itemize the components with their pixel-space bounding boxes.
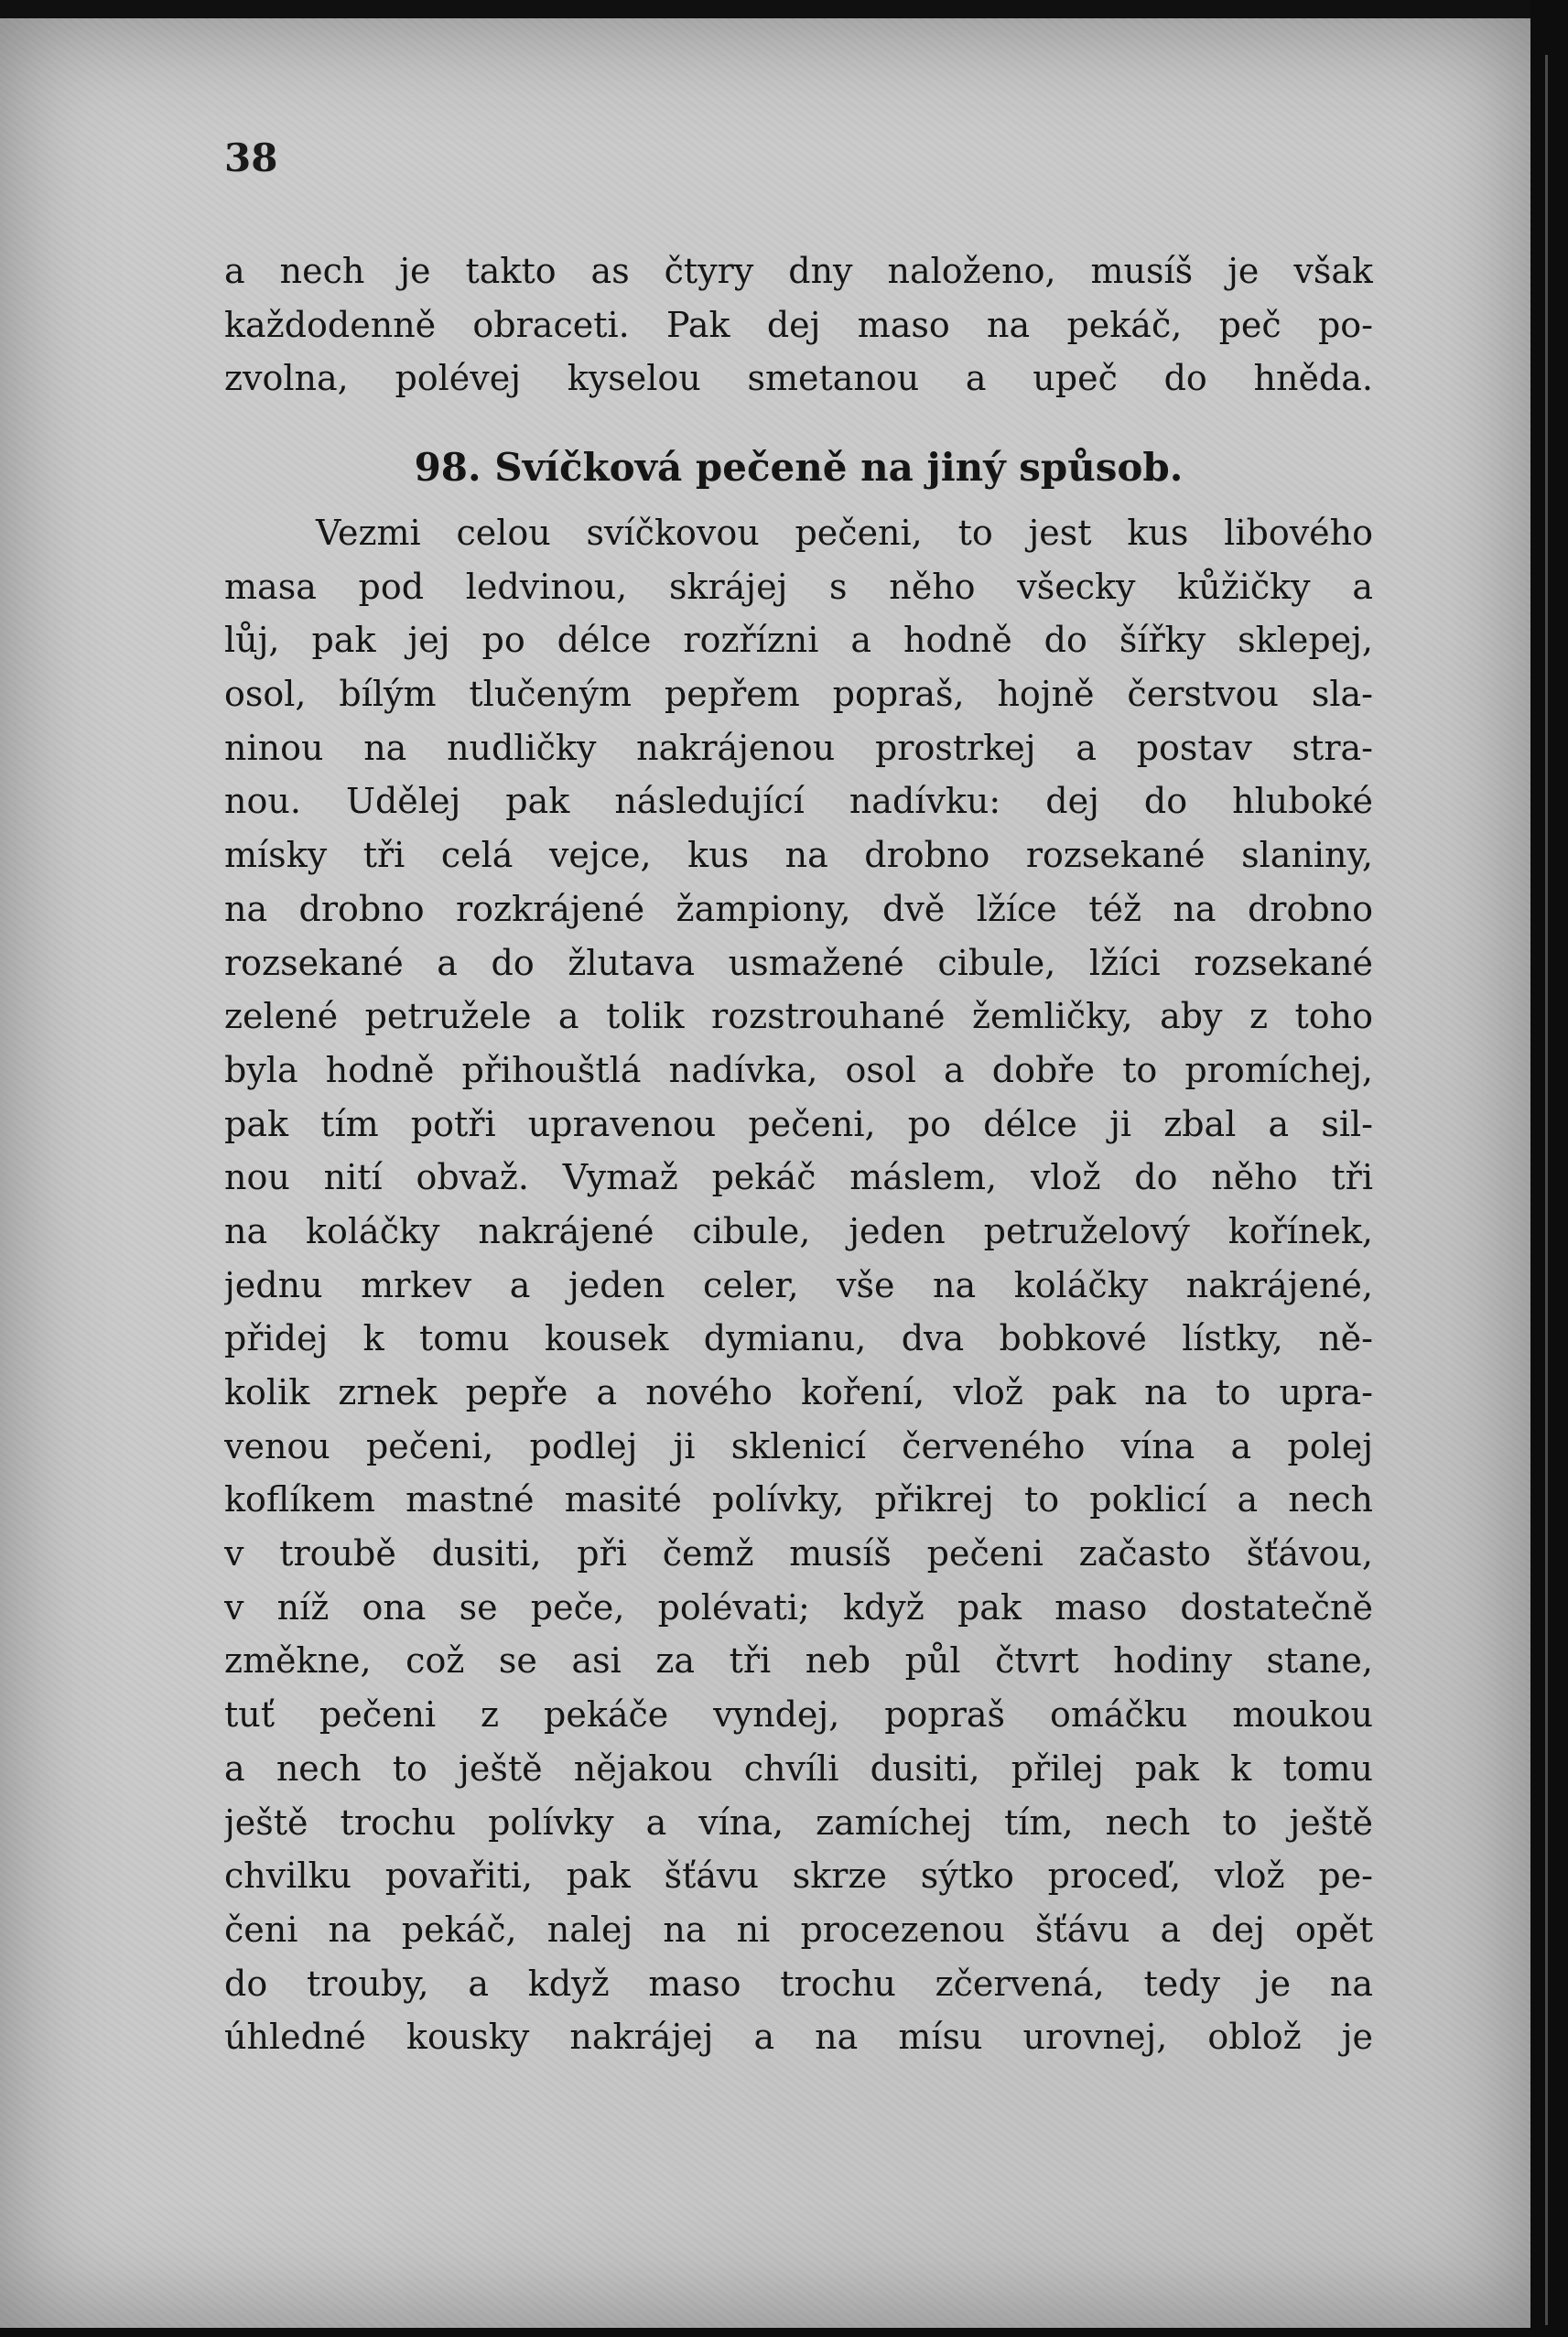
text-line: jednu mrkev a jeden celer, vše na koláčky nakrájené, [224,1264,1373,1305]
text-line: lůj, pak jej po délce rozřízni a hodně do šířky sklepej, [224,620,1373,661]
text-line: koflíkem mastné masité polívky, přikrej to poklicí a nech [224,1479,1373,1520]
text-line: a nech to ještě nějakou chvíli dusiti, přilej pak k tomu [224,1747,1373,1789]
text-line: osol, bílým tlučeným pepřem popraš, hojně čerstvou sla- [224,674,1373,715]
recipe-heading: 98. Svíčková pečeně na jiný spůsob. [414,445,1184,490]
text-line: do trouby, a když maso trochu zčervená, tedy je na [224,1963,1373,2004]
intro-paragraph [224,244,1373,406]
text-line: nou nití obvaž. Vymaž pekáč máslem, vlož do něho tři [224,1157,1373,1198]
text-line: na koláčky nakrájené cibule, jeden petruželový kořínek, [224,1210,1373,1251]
text-line: ninou na nudličky nakrájenou prostrkej a postav stra- [224,727,1373,768]
text-line: pak tím potři upravenou pečeni, po délce ji zbal a sil- [224,1103,1373,1144]
text-line: v troubě dusiti, při čemž musíš pečeni začasto šťávou, [224,1533,1373,1574]
text-line: venou pečeni, podlej ji sklenicí červeného vína a polej [224,1425,1373,1466]
text-line: kolik zrnek pepře a nového koření, vlož pak na to upra- [224,1372,1373,1412]
page-number: 38 [224,135,278,180]
text-line: mísky tři celá vejce, kus na drobno rozsekané slaniny, [224,835,1373,876]
text-line: ještě trochu polívky a vína, zamíchej tím, nech to ještě [224,1801,1373,1843]
text-line: každodenně obraceti. Pak dej maso na pekáč, peč po- [224,304,1373,345]
text-line: Vezmi celou svíčkovou pečeni, to jest kus libového [316,513,1373,553]
text-line: čeni na pekáč, nalej na ni procezenou šťávu a dej opět [224,1909,1373,1950]
text-line: tuť pečeni z pekáče vyndej, popraš omáčku moukou [224,1694,1373,1736]
text-line: změkne, což se asi za tři neb půl čtvrt hodiny stane, [224,1640,1373,1682]
text-line: chvilku povařiti, pak šťávu skrze sýtko proceď, vlož pe- [224,1856,1373,1897]
text-line: úhledné kousky nakrájej a na mísu urovnej, oblož je [224,2017,1373,2058]
text-line: nou. Udělej pak následující nadívku: dej do hluboké [224,781,1373,822]
scan-border-right [1530,0,1568,2337]
page-edge-line [1545,55,1548,2325]
main-paragraph [224,506,1373,2064]
text-line: v níž ona se peče, polévati; když pak maso dostatečně [224,1586,1373,1628]
text-line: zelené petružele a tolik rozstrouhané žemličky, aby z toho [224,996,1373,1037]
text-line: a nech je takto as čtyry dny naloženo, musíš je však [224,251,1373,291]
text-line: na drobno rozkrájené žampiony, dvě lžíce též na drobno [224,888,1373,929]
text-line: rozsekané a do žlutava usmažené cibule, lžíci rozsekané [224,942,1373,983]
text-line: byla hodně přihouštlá nadívka, osol a dobře to promíchej, [224,1049,1373,1090]
text-line: přidej k tomu kousek dymianu, dva bobkové lístky, ně- [224,1318,1373,1359]
text-line: zvolna, polévej kyselou smetanou a upeč do hněda. [224,358,1373,399]
text-line: masa pod ledvinou, skrájej s něho všecky kůžičky a [224,566,1373,607]
